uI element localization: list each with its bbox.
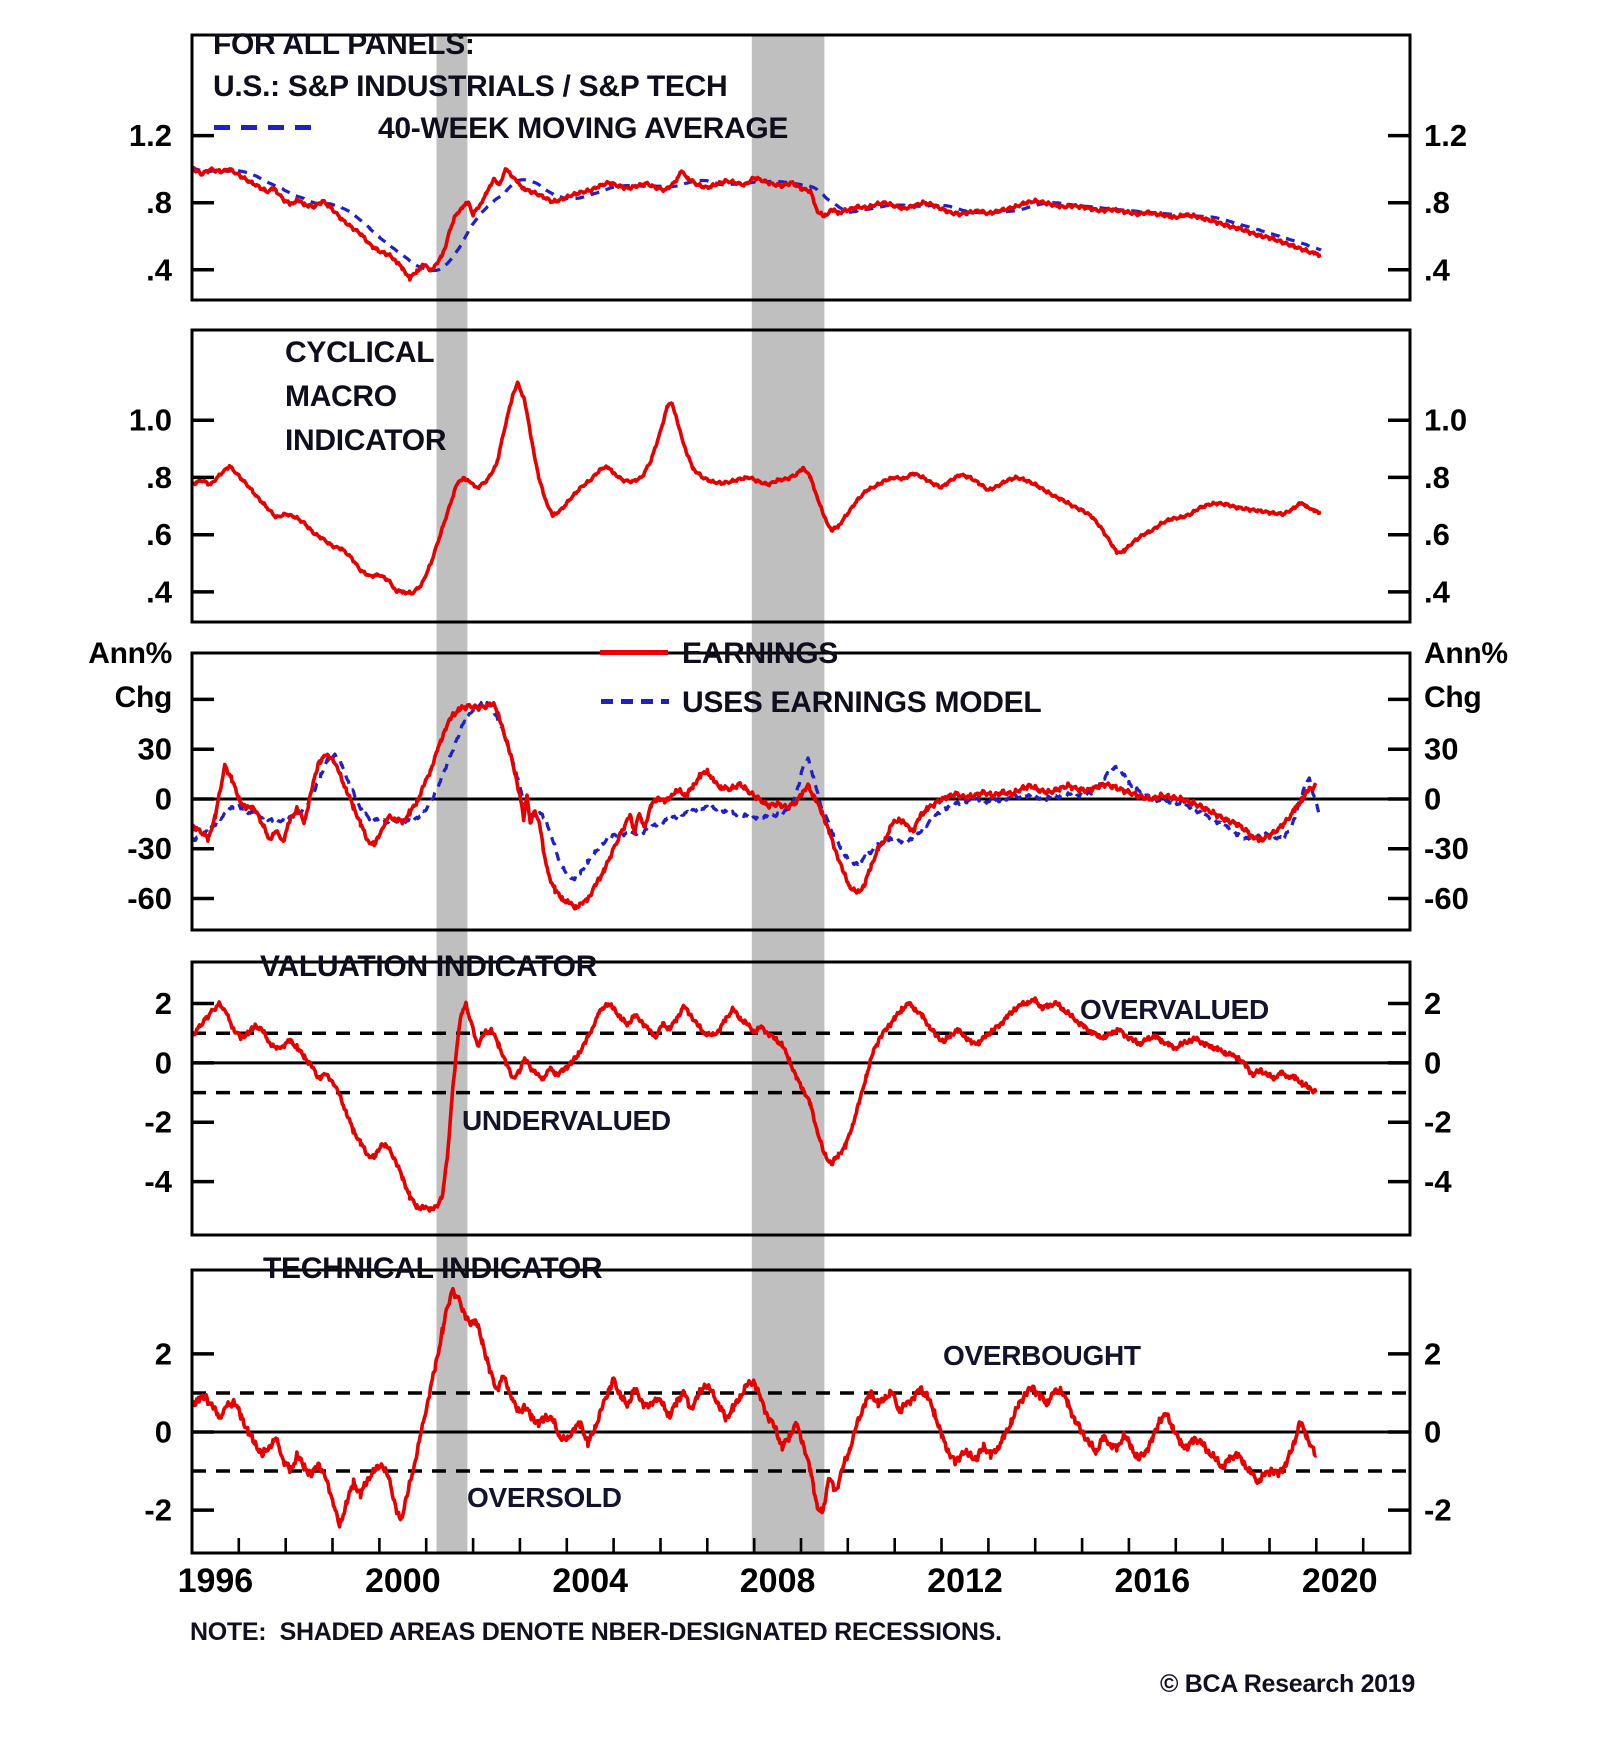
y-tick-label: 2	[154, 1336, 172, 1372]
y-tick-label: 30	[137, 731, 172, 767]
recession-bands	[437, 35, 825, 1553]
overvalued-label: OVERVALUED	[1080, 994, 1269, 1025]
x-tick-label: 2008	[739, 1562, 816, 1600]
y-tick-label: -2	[144, 1104, 172, 1140]
recession-note: NOTE: SHADED AREAS DENOTE NBER-DESIGNATED RECESSIONS.	[190, 1618, 1002, 1646]
panel1-title-line1: FOR ALL PANELS:	[213, 28, 475, 61]
x-tick-label: 2012	[927, 1562, 1003, 1600]
panel1-title-line2: U.S.: S&P INDUSTRIALS / S&P TECH	[213, 70, 728, 103]
y-tick-label: 0	[154, 1414, 172, 1450]
y-tick-label: .8	[146, 185, 172, 221]
y-tick-label: .4	[1424, 574, 1450, 610]
x-ticks	[239, 1538, 1363, 1553]
recession-band	[437, 35, 468, 1553]
moving-average-legend-dash-icon	[214, 125, 322, 130]
y-tick-label: .6	[146, 517, 172, 553]
y-tick-label: 0	[154, 1045, 172, 1081]
x-tick-label: 2004	[552, 1562, 629, 1600]
y-tick-label: 1.0	[1424, 402, 1468, 438]
x-tick-label: 2020	[1301, 1562, 1378, 1600]
panel2-title-line2: MACRO	[285, 380, 397, 413]
y-tick-label: -4	[144, 1164, 172, 1200]
y-tick-label: 2	[1424, 986, 1442, 1021]
y-tick-label: -30	[1424, 831, 1469, 867]
earnings-legend-line-icon	[600, 650, 668, 655]
y-tick-label: .6	[1424, 517, 1450, 553]
y-axis-unit-right-line1: Ann%	[1424, 637, 1508, 670]
y-tick-label: .8	[1424, 185, 1450, 221]
panel2-title-line3: INDICATOR	[285, 424, 447, 457]
y-tick-label: -2	[144, 1492, 172, 1528]
uses-model-legend-label: USES EARNINGS MODEL	[682, 686, 1042, 719]
overbought-label: OVERBOUGHT	[943, 1340, 1141, 1371]
y-axis-unit-left-line1: Ann%	[88, 637, 172, 670]
y-tick-label: 30	[1424, 731, 1459, 767]
y-tick-label: 2	[1424, 1336, 1442, 1372]
y-tick-label: .8	[146, 459, 172, 495]
oversold-label: OVERSOLD	[467, 1482, 622, 1513]
uses-model-legend-dash-icon	[601, 699, 669, 704]
y-tick-label: -60	[1424, 881, 1469, 916]
undervalued-label: UNDERVALUED	[462, 1105, 671, 1136]
y-tick-label: .8	[1424, 459, 1450, 495]
y-tick-label: 1.0	[128, 402, 172, 438]
panel2-title-line1: CYCLICAL	[285, 336, 435, 369]
panel1-legend-ma-label: 40-WEEK MOVING AVERAGE	[378, 112, 789, 145]
y-tick-label: 0	[1424, 1414, 1442, 1450]
panel4-title: VALUATION INDICATOR	[260, 950, 598, 983]
panel5-title: TECHNICAL INDICATOR	[263, 1252, 603, 1285]
copyright: © BCA Research 2019	[1160, 1670, 1415, 1698]
earnings-legend-label: EARNINGS	[682, 637, 838, 670]
y-tick-label: -2	[1424, 1492, 1452, 1528]
y-tick-label: -30	[127, 831, 172, 867]
x-tick-label: 2016	[1114, 1562, 1191, 1600]
y-tick-label: -2	[1424, 1104, 1452, 1140]
x-tick-labels	[178, 1562, 1378, 1600]
y-axis-unit-right-line2: Chg	[1424, 681, 1482, 714]
x-tick-label: 2000	[364, 1562, 441, 1600]
y-tick-label: 1.2	[128, 118, 172, 154]
y-tick-label: 2	[154, 986, 172, 1021]
y-tick-label: -4	[1424, 1164, 1452, 1200]
y-axis-unit-left-line2: Chg	[114, 681, 172, 714]
x-tick-label: 1996	[177, 1562, 254, 1600]
y-tick-label: .4	[146, 574, 172, 610]
y-tick-label: .4	[146, 252, 172, 288]
y-tick-label: 1.2	[1424, 118, 1468, 154]
y-tick-label: .4	[1424, 252, 1450, 288]
y-tick-label: 0	[1424, 781, 1442, 817]
y-tick-label: 0	[154, 781, 172, 817]
y-tick-label: -60	[127, 881, 172, 916]
y-tick-label: 0	[1424, 1045, 1442, 1081]
